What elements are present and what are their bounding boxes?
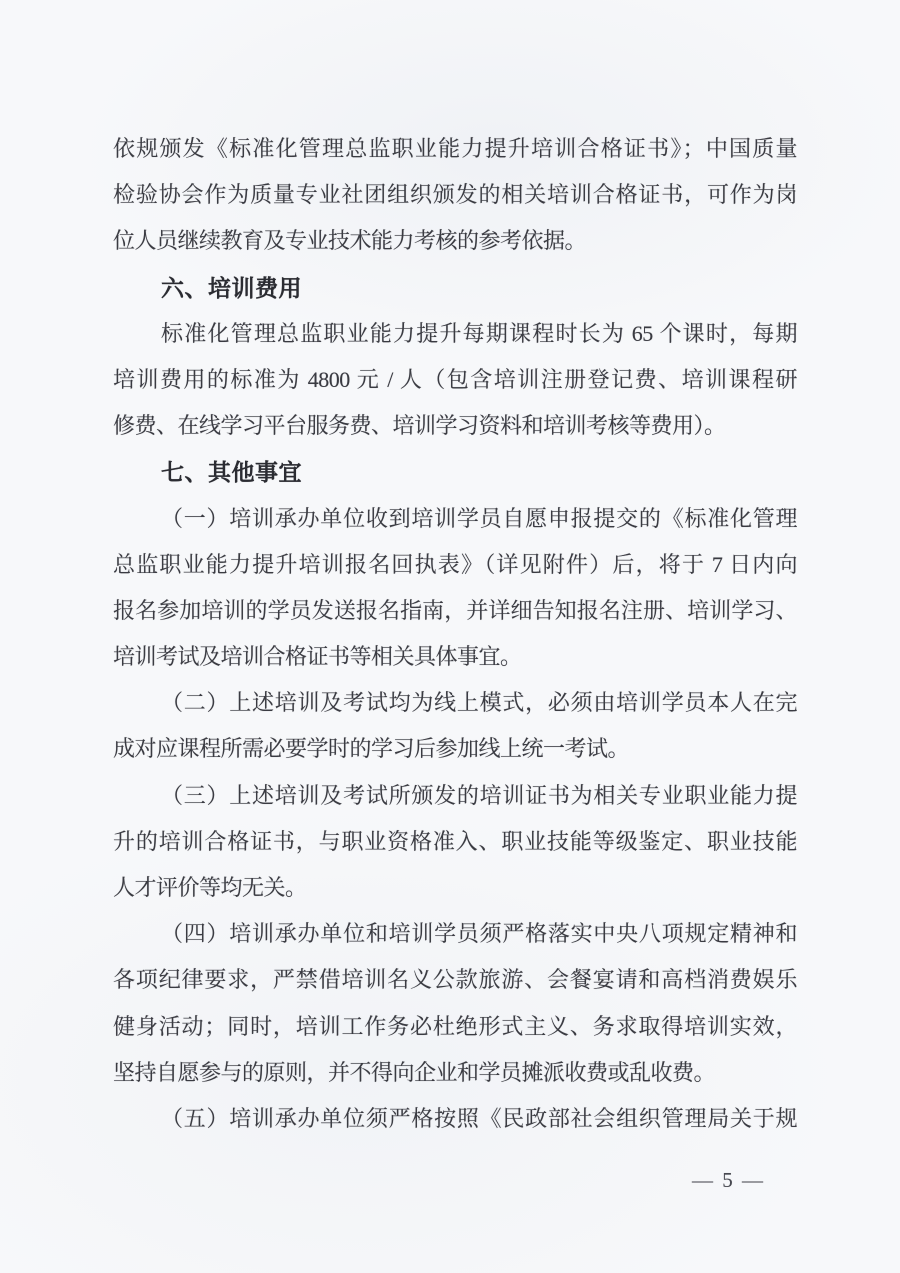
body-line: 升的培训合格证书，与职业资格准入、职业技能等级鉴定、职业技能 (113, 828, 797, 854)
body-line: 成对应课程所需必要学时的学习后参加线上统一考试。 (113, 736, 630, 762)
body-line: 人才评价等均无关。 (113, 875, 307, 900)
body-line: 检验协会作为质量专业社团组织颁发的相关培训合格证书，可作为岗 (113, 182, 797, 208)
section-seven-heading: 七、其他事宜 (161, 459, 302, 486)
body-line: 修费、在线学习平台服务费、培训学习资料和培训考核等费用）。 (113, 413, 726, 439)
body-line: 位人员继续教育及专业技术能力考核的参考依据。 (113, 228, 587, 254)
body-line: （三）上述培训及考试所颁发的培训证书为相关专业职业能力提 (161, 782, 797, 808)
body-line: （五）培训承办单位须严格按照《民政部社会组织管理局关于规 (161, 1105, 797, 1131)
body-line: 总监职业能力提升培训报名回执表》（详见附件）后，将于 7 日内向 (113, 551, 797, 577)
page-number: — 5 — (692, 1168, 765, 1192)
body-line: 培训考试及培训合格证书等相关具体事宜。 (113, 644, 522, 670)
body-line: 培训费用的标准为 4800 元 / 人（包含培训注册登记费、培训课程研 (113, 366, 797, 392)
body-line: 各项纪律要求，严禁借培训名义公款旅游、会餐宴请和高档消费娱乐 (113, 967, 797, 993)
body-line: 依规颁发《标准化管理总监职业能力提升培训合格证书》；中国质量 (113, 136, 797, 161)
body-line: 标准化管理总监职业能力提升每期课程时长为 65 个课时，每期 (161, 320, 797, 346)
section-six-heading: 六、培训费用 (161, 274, 302, 301)
body-line: 健身活动；同时，培训工作务必杜绝形式主义、务求取得培训实效， (113, 1013, 797, 1039)
body-line: 报名参加培训的学员发送报名指南，并详细告知报名注册、培训学习、 (113, 597, 797, 623)
body-line: （四）培训承办单位和培训学员须严格落实中央八项规定精神和 (161, 921, 797, 947)
body-line: （二）上述培训及考试均为线上模式，必须由培训学员本人在完 (161, 690, 797, 716)
body-line: （一）培训承办单位收到培训学员自愿申报提交的《标准化管理 (161, 505, 797, 531)
text-column (113, 126, 797, 1142)
body-line: 坚持自愿参与的原则，并不得向企业和学员摊派收费或乱收费。 (113, 1059, 716, 1085)
